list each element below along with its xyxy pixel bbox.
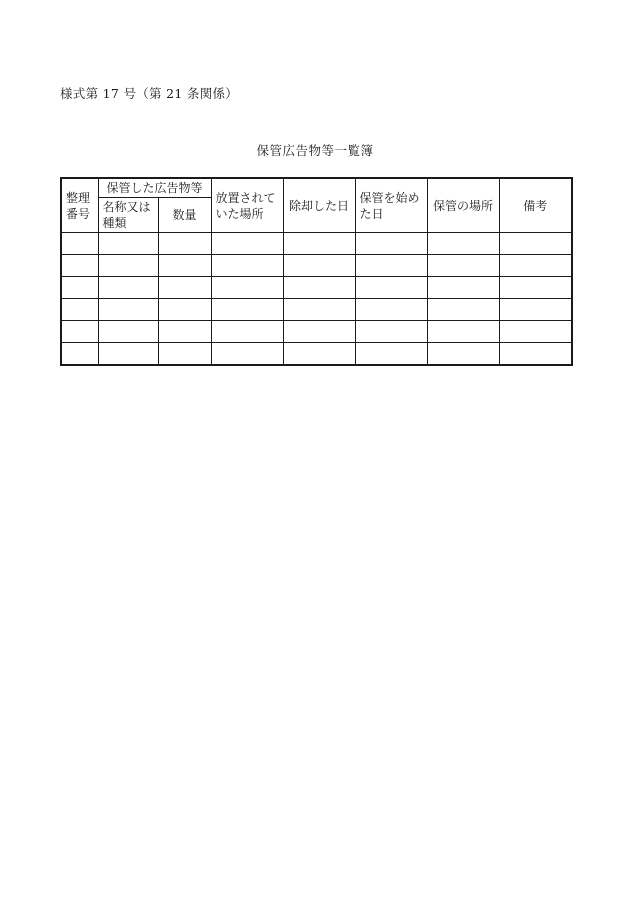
header-biko: 備考 <box>499 178 572 233</box>
table-cell <box>355 343 427 366</box>
table-cell <box>427 299 499 321</box>
header-seiri-bango: 整理番号 <box>61 178 98 233</box>
table-cell <box>61 255 98 277</box>
table-cell <box>211 233 283 255</box>
table-cell <box>283 233 355 255</box>
table-cell <box>61 321 98 343</box>
table-cell <box>499 299 572 321</box>
table-cell <box>355 233 427 255</box>
header-hokan-group: 保管した広告物等 <box>98 178 211 198</box>
table-cell <box>427 343 499 366</box>
header-suryo: 数量 <box>158 198 211 233</box>
table-cell <box>355 255 427 277</box>
table-cell <box>158 343 211 366</box>
table-cell <box>355 321 427 343</box>
table-cell <box>211 255 283 277</box>
table-cell <box>98 321 158 343</box>
header-hokan-kaishi: 保管を始めた日 <box>355 178 427 233</box>
table-cell <box>211 277 283 299</box>
ledger-body <box>61 233 572 366</box>
header-jokyaku-bi: 除却した日 <box>283 178 355 233</box>
table-cell <box>98 277 158 299</box>
table-cell <box>499 343 572 366</box>
document-title: 保管広告物等一覧簿 <box>256 143 374 158</box>
table-cell <box>61 233 98 255</box>
table-cell <box>61 343 98 366</box>
header-hokan-basho: 保管の場所 <box>427 178 499 233</box>
table-row <box>61 299 572 321</box>
table-cell <box>158 233 211 255</box>
table-cell <box>355 299 427 321</box>
table-row <box>61 321 572 343</box>
table-cell <box>61 277 98 299</box>
header-hochi-basho: 放置されていた場所 <box>211 178 283 233</box>
table-cell <box>283 343 355 366</box>
table-cell <box>158 277 211 299</box>
table-cell <box>158 321 211 343</box>
table-cell <box>211 343 283 366</box>
table-row <box>61 255 572 277</box>
header-row-top <box>61 178 572 198</box>
table-cell <box>499 277 572 299</box>
table-row <box>61 277 572 299</box>
table-cell <box>211 321 283 343</box>
table-cell <box>98 343 158 366</box>
table-cell <box>98 233 158 255</box>
table-cell <box>283 321 355 343</box>
table-row <box>61 343 572 366</box>
table-row <box>61 233 572 255</box>
header-meisho: 名称又は種類 <box>98 198 158 233</box>
table-cell <box>283 277 355 299</box>
table-cell <box>61 299 98 321</box>
table-cell <box>499 255 572 277</box>
storage-ledger-table <box>60 177 573 366</box>
table-cell <box>98 255 158 277</box>
form-number: 様式第 17 号（第 21 条関係） <box>60 86 239 101</box>
table-cell <box>427 255 499 277</box>
table-cell <box>499 233 572 255</box>
table-cell <box>355 277 427 299</box>
table-cell <box>427 321 499 343</box>
table-cell <box>283 255 355 277</box>
table-cell <box>427 233 499 255</box>
table-cell <box>499 321 572 343</box>
table-cell <box>158 255 211 277</box>
table-cell <box>98 299 158 321</box>
table-cell <box>211 299 283 321</box>
table-cell <box>283 299 355 321</box>
table-cell <box>158 299 211 321</box>
table-cell <box>427 277 499 299</box>
